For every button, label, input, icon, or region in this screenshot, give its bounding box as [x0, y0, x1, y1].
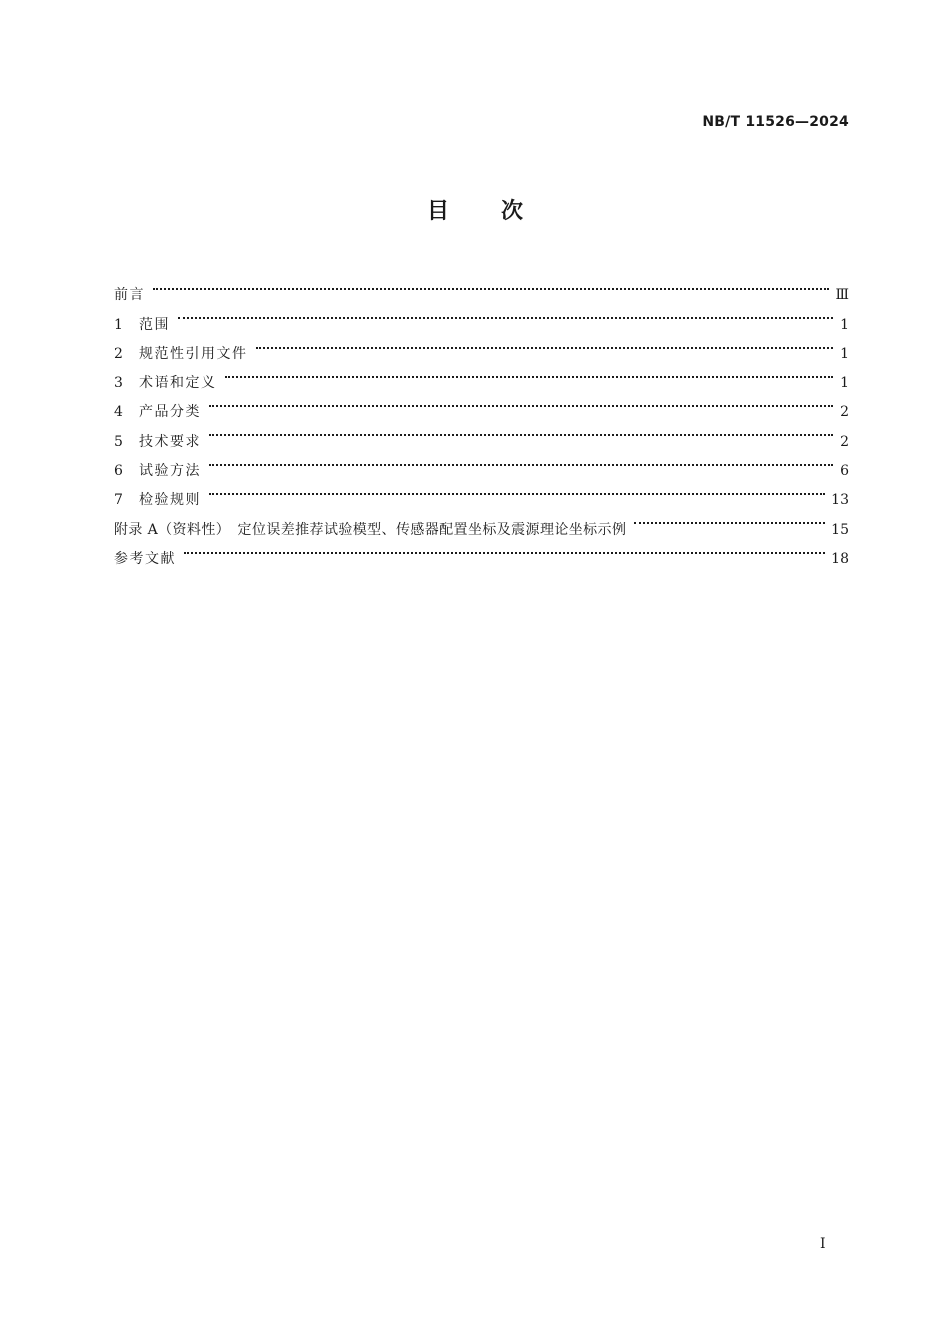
- toc-entry-page: 2: [840, 404, 849, 421]
- toc-leader-dots: [209, 446, 833, 475]
- toc-entry-number: 4: [114, 404, 123, 421]
- toc-entry-label: 前言: [114, 287, 145, 304]
- toc-entry-number: 1: [114, 316, 123, 333]
- toc-entry-number: 3: [114, 375, 123, 392]
- toc-leader-dots: [225, 358, 834, 387]
- toc-entry-product-classification[interactable]: [114, 387, 849, 421]
- toc-leader-dots: [209, 387, 833, 416]
- toc-entry-label: 产品分类: [139, 404, 201, 421]
- toc-entry-label: 范围: [139, 316, 170, 333]
- toc-entry-number: 6: [114, 463, 123, 480]
- toc-leader-dots: [209, 475, 825, 504]
- toc-entry-page: 15: [831, 521, 849, 538]
- toc-leader-dots: [634, 504, 825, 533]
- toc-leader-dots: [184, 534, 825, 563]
- toc-entry-page: 13: [831, 492, 849, 509]
- toc-entry-page: 1: [840, 345, 849, 362]
- toc-entry-bibliography[interactable]: [114, 534, 849, 567]
- toc-entry-page: 2: [840, 433, 849, 450]
- toc-leader-dots: [178, 299, 833, 328]
- toc-entry-foreword[interactable]: [114, 270, 849, 304]
- table-of-contents: [114, 270, 849, 567]
- toc-entry-page: 6: [840, 463, 849, 480]
- toc-entry-scope[interactable]: [114, 299, 849, 333]
- toc-entry-terms-definitions[interactable]: [114, 358, 849, 392]
- toc-leader-dots: [153, 270, 829, 299]
- toc-entry-label: 参考文献: [114, 550, 176, 567]
- toc-entry-annex-a[interactable]: [114, 504, 849, 538]
- toc-entry-label: 技术要求: [139, 433, 201, 450]
- page-title: 目次: [426, 199, 575, 224]
- toc-entry-number: 2: [114, 345, 123, 362]
- toc-leader-dots: [209, 416, 833, 445]
- toc-entry-label: 附录 A（资料性） 定位误差推荐试验模型、传感器配置坐标及震源理论坐标示例: [114, 521, 627, 538]
- toc-entry-inspection-rules[interactable]: [114, 475, 849, 509]
- toc-entry-normative-references[interactable]: [114, 329, 849, 362]
- toc-entry-page: Ⅲ: [835, 287, 849, 304]
- toc-entry-page: 1: [840, 375, 849, 392]
- toc-entry-label: 规范性引用文件: [139, 345, 248, 362]
- toc-entry-label: 术语和定义: [139, 375, 217, 392]
- toc-entry-page: 1: [840, 316, 849, 333]
- toc-entry-label: 试验方法: [139, 463, 201, 480]
- toc-entry-page: 18: [831, 550, 849, 567]
- page-number: I: [820, 1236, 826, 1252]
- toc-entry-technical-requirements[interactable]: [114, 416, 849, 450]
- toc-leader-dots: [256, 329, 834, 358]
- toc-entry-test-methods[interactable]: [114, 446, 849, 480]
- toc-entry-number: 5: [114, 433, 123, 450]
- toc-entry-number: 7: [114, 492, 123, 509]
- standard-code: NB/T 11526—2024: [702, 114, 849, 130]
- toc-entry-label: 检验规则: [139, 492, 201, 509]
